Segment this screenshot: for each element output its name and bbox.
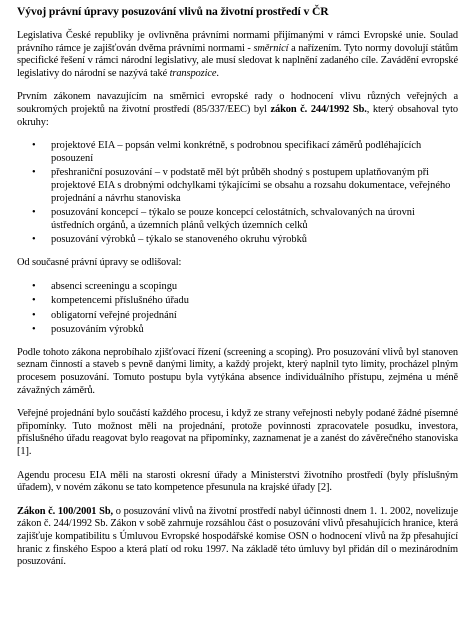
bullet-icon: •: [32, 167, 36, 179]
text-segment: Prvním zákonem navazujícím na směrnici evropské rady o hodnocení vlivu různých veřejných a soukromých projektů na životní prostředí (85/337/EEC) byl: [17, 91, 458, 115]
list-item-text: projektové EIA – popsán velmi konkrétně, s podrobnou specifikací záměrů podléhajících posouzení: [51, 140, 422, 164]
list-item: [17, 140, 458, 165]
list-item-text: kompetencemi příslušného úřadu: [51, 295, 189, 307]
list-item: [17, 324, 458, 337]
list-item: [17, 167, 458, 205]
italic-term-smernice: směrnicí: [253, 42, 289, 54]
list-law-areas: [17, 140, 458, 247]
paragraph-legislation-eu: [17, 30, 458, 80]
bullet-icon: •: [32, 234, 36, 246]
list-item: [17, 207, 458, 232]
paragraph-public-hearing: Veřejné projednání bylo součástí každého procesu, i když ze strany veřejnosti nebyly podané žádné písemné připomínky. Tuto možnost měli na projednání, protože povinnosti zpracovatele posudku, investora, příslušného úřadu reagovat bylo reagovat na připomínky, zaznamenat je a zanést do závěrečného stanoviska [1].: [17, 408, 458, 458]
list-item: [17, 295, 458, 308]
paragraph-first-law: [17, 91, 458, 129]
list-item-text: obligatorní veřejné projednání: [51, 309, 177, 321]
paragraph-differences-intro: Od současné právní úpravy se odlišoval:: [17, 256, 182, 268]
paragraph-new-law: [17, 506, 458, 569]
list-item: [17, 234, 458, 247]
text-segment: o posuzování vlivů na životní prostředí nabyl účinnosti dnem 1. 1. 2002, novelizuje zákon č. 244/1992 Sb. Zákon v sobě zahrnuje rozsáhlou část o posuzování vlivů přesahujících hranice, která zajišťuje kompatibilitu s Úmluvou Evropské hospodářské komise OSN o hodnocení vlivů na žp přesahující hranic z finského Espoo a která platí od roku 1997. Na základě této úmluvy byl přidán díl o mezinárodním posuzování.: [17, 505, 458, 568]
bullet-icon: •: [32, 309, 36, 321]
list-item: [17, 310, 458, 323]
paragraph-screening: Podle tohoto zákona neprobíhalo zjišťovací řízení (screening a scoping). Pro posuzování vlivů byl stanoven seznam činností a staveb s pevně danými limity, a každý projekt, který naplnil tyto limity, procházel plným procesem posuzování. Tomuto postupu byla vytýkána absence individuálního přístupu, zejména u méně závažných záměrů.: [17, 346, 458, 396]
bold-law-reference: Zákon č. 100/2001 Sb,: [17, 505, 114, 517]
text-segment: Legislativa České republiky je ovlivněna právními normami přijímanými v rámci Evropské unie. Soulad právního rámce je zajišťován dvěma právními normami -: [17, 30, 458, 54]
bullet-icon: •: [32, 140, 36, 152]
list-differences: [17, 281, 458, 337]
bold-law-reference: zákon č. 244/1992 Sb.: [270, 103, 367, 115]
document-title: Vývoj právní úpravy posuzování vlivů na životní prostředí v ČR: [17, 5, 329, 18]
bullet-icon: •: [32, 324, 36, 336]
text-segment: , který obsahoval tyto okruhy:: [17, 103, 458, 128]
bullet-icon: •: [32, 207, 36, 219]
list-item-text: posuzování výrobků – týkalo se stanoveného okruhu výrobků: [51, 234, 307, 246]
list-item-text: posuzováním výrobků: [51, 324, 144, 336]
italic-term-transpozice: transpozice: [169, 67, 217, 79]
list-item: [17, 281, 458, 294]
list-item-text: přeshraniční posuzování – v podstatě měl být průběh shodný s postupem uplatňovaným při projektové EIA s drobnými odchylkami týkajícími se obsahu a rozsahu dokumentace, veřejného projednání a návrhu stanoviska: [51, 167, 451, 204]
text-segment: a nařízením. Tyto normy dovolují státům specifické řešení v rámci národní legislativy, ale musí sledovat k naplnění zadaného cíle. Zavádění evropské legislativy do národní se nazývá také: [17, 42, 458, 79]
paragraph-agenda: Agendu procesu EIA měli na starosti okresní úřady a Ministerstvi životního prostředí (byly příslušným úřadem), v novém zákonu se tato kompetence přesunula na krajské úřady [2].: [17, 469, 458, 494]
list-item-text: posuzování koncepcí – týkalo se pouze koncepcí celostátních, schvalovaných na úrovni ústředních orgánů, a územních plánů velkých územních celků: [51, 207, 415, 231]
bullet-icon: •: [32, 295, 36, 307]
text-segment: .: [216, 67, 219, 79]
bullet-icon: •: [32, 280, 36, 292]
list-item-text: absenci screeningu a scopingu: [51, 280, 178, 292]
